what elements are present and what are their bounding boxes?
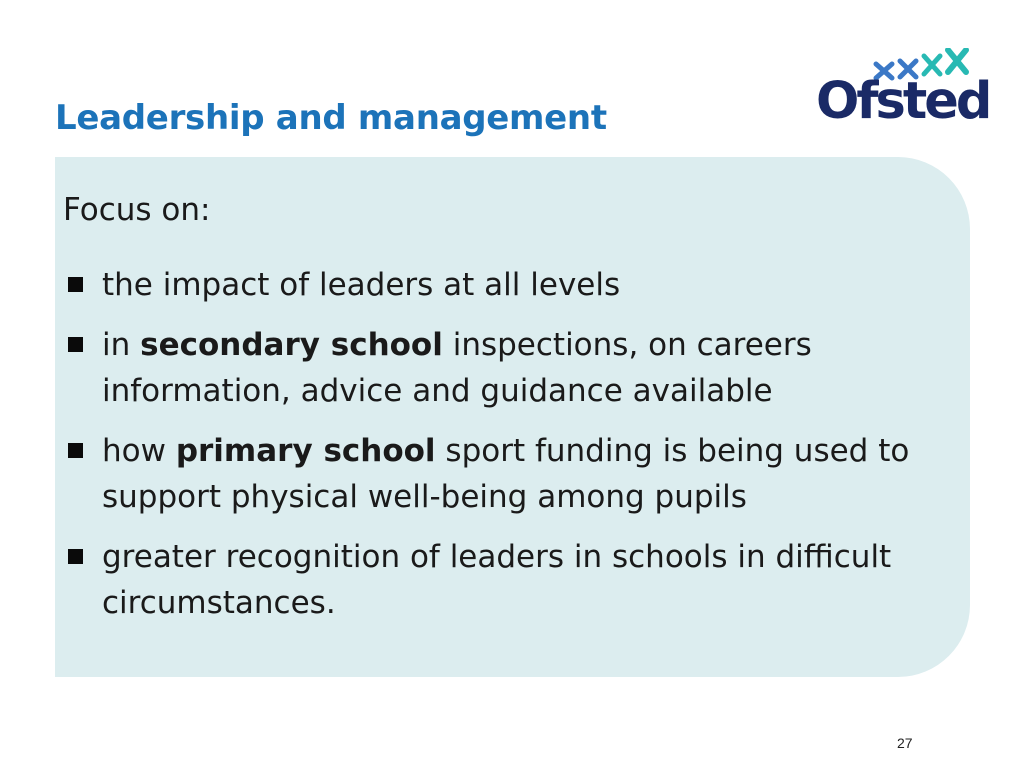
square-bullet-icon bbox=[68, 277, 83, 292]
list-item bbox=[62, 322, 982, 414]
list-item bbox=[62, 428, 982, 520]
logo-wordmark: Ofsted bbox=[816, 72, 990, 131]
square-bullet-icon bbox=[68, 549, 83, 564]
slide-title: Leadership and management bbox=[55, 98, 607, 138]
bullet-text: in secondary school inspections, on careers information, advice and guidance available bbox=[102, 327, 812, 409]
bullet-text: the impact of leaders at all levels bbox=[102, 267, 621, 303]
focus-intro: Focus on: bbox=[63, 192, 211, 228]
page-number: 27 bbox=[897, 735, 913, 751]
list-item bbox=[62, 534, 982, 626]
bullet-text: greater recognition of leaders in schools in difficult circumstances. bbox=[102, 539, 892, 621]
bullet-text: how primary school sport funding is being used to support physical well-being among pupils bbox=[102, 433, 910, 515]
square-bullet-icon bbox=[68, 337, 83, 352]
square-bullet-icon bbox=[68, 443, 83, 458]
focus-list bbox=[62, 262, 982, 640]
ofsted-logo bbox=[812, 48, 990, 134]
list-item bbox=[62, 262, 982, 308]
